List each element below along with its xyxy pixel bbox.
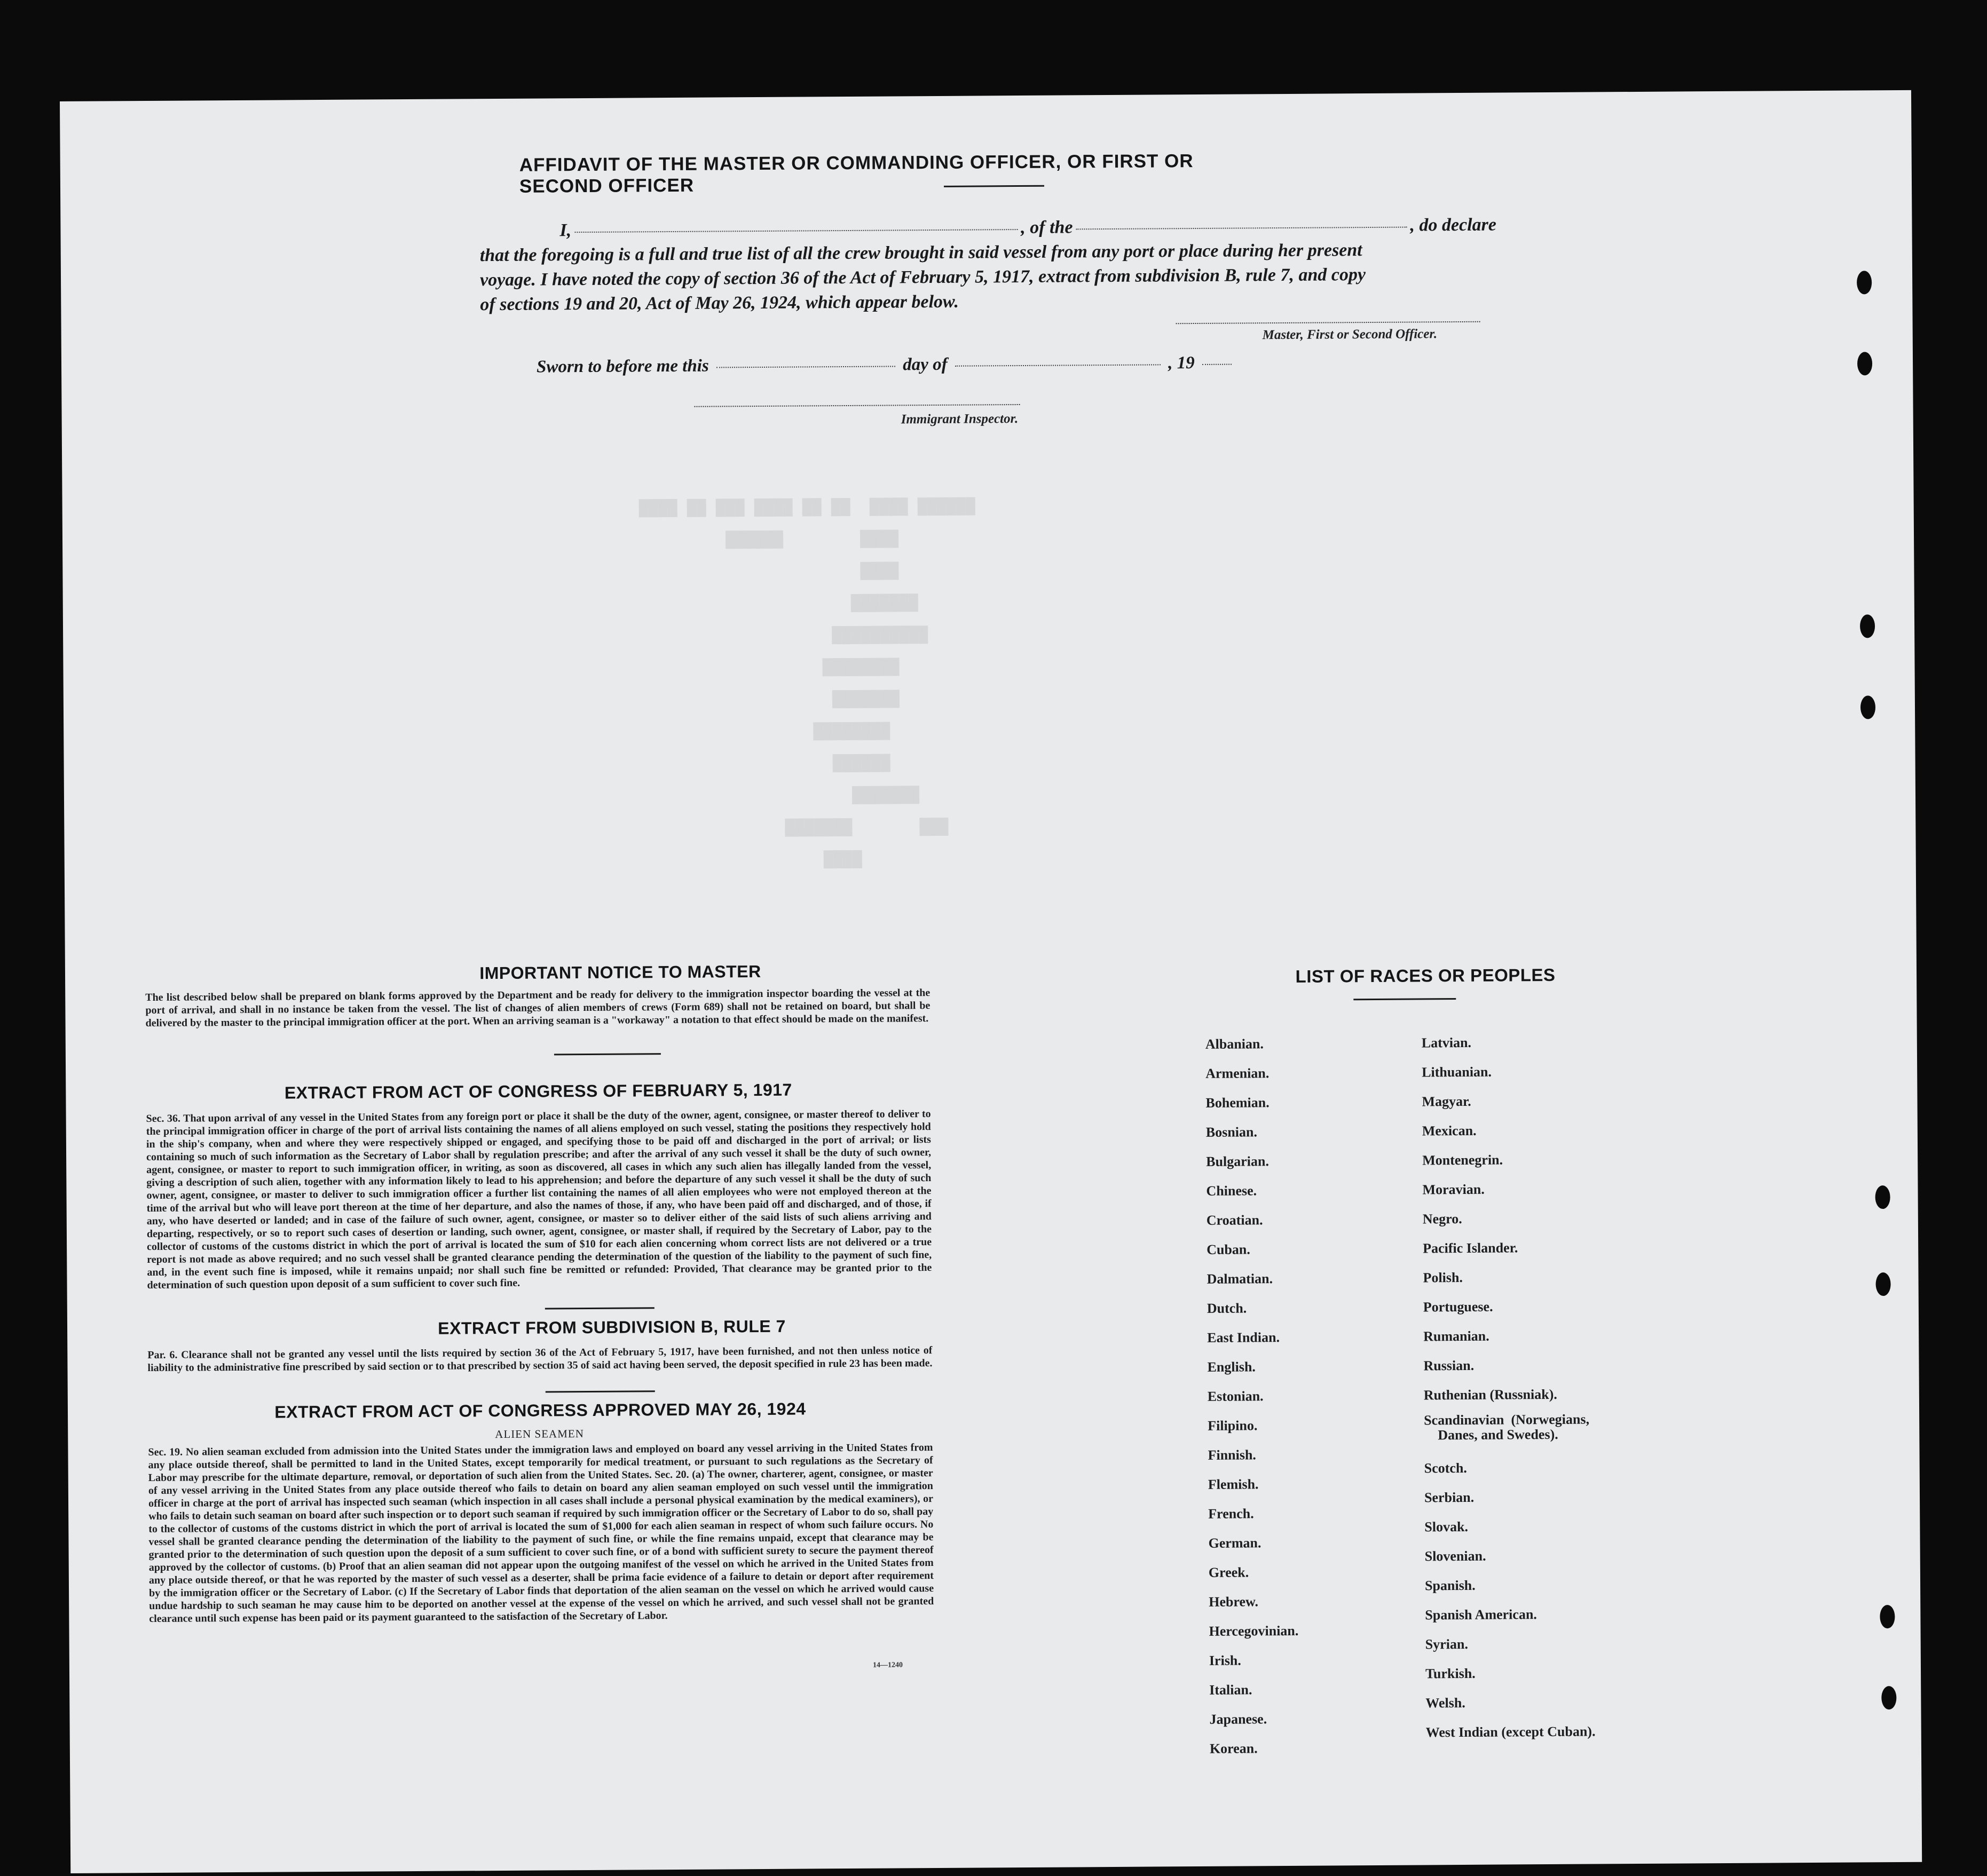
races-right-column [1422,1027,1596,1747]
punch-hole [1881,1686,1896,1709]
race-item: Serbian. [1424,1489,1475,1506]
document-page [60,90,1922,1873]
notice-rule [554,1053,661,1055]
race-item: Bosnian. [1205,1124,1258,1140]
race-item: Spanish American. [1425,1606,1537,1623]
race-item: Turkish. [1425,1665,1476,1682]
race-item: Polish. [1423,1269,1463,1286]
affidavit-title: AFFIDAVIT OF THE MASTER OR COMMANDING OFFICER, OR FIRST OR SECOND OFFICER [519,151,1194,197]
punch-hole [1880,1605,1895,1628]
race-item: German. [1208,1535,1261,1551]
notice-body: The list described below shall be prepared on blank forms approved by the Department and be ready for delivery to the immigration inspector boarding the vessel at the port of arrival, and shall in no instance be taken from the vessel. The list of changes of alien members of crews (Form 689) shall not be retained on board, but shall be delivered by the master to the principal immigration officer at the port. When an arriving seaman is a "workaway" a notation to that effect should be made on the manifest. [145,987,931,1030]
race-item: Korean. [1209,1740,1258,1756]
race-item: Slovenian. [1424,1548,1486,1564]
punch-hole [1875,1272,1890,1296]
race-item: Albanian. [1205,1036,1264,1052]
race-item: Croatian. [1206,1212,1263,1228]
bleed-through: ████ ██ ███ ████ ██ ██ ████ ██████ ██████ ████ ████ ███████ ██████████ ████████ ███████ ████████ ██████ ███████ ███████ ███ ████ [638,468,975,903]
affidavit-text [479,213,1500,318]
race-item: Hebrew. [1209,1594,1258,1610]
extract-1924-title: EXTRACT FROM ACT OF CONGRESS APPROVED MAY 26, 1924 [274,1399,806,1422]
race-item: Filipino. [1208,1418,1258,1434]
race-item: Slovak. [1424,1518,1469,1535]
inspector-signature-line[interactable] [695,404,1020,407]
race-item: Japanese. [1209,1711,1267,1727]
race-item: Bohemian. [1205,1095,1270,1111]
race-item: Montenegrin. [1422,1152,1503,1168]
race-item: Cuban. [1207,1241,1250,1257]
race-item: Dutch. [1207,1300,1247,1316]
race-item: Greek. [1208,1564,1249,1580]
race-item: Armenian. [1205,1065,1270,1081]
races-left-column [1205,1029,1299,1763]
race-item: English. [1207,1359,1256,1375]
punch-hole [1860,614,1875,638]
form-number: 14—1240 [872,1661,903,1669]
race-item: Welsh. [1425,1695,1465,1711]
race-item: Magyar. [1422,1093,1471,1110]
vessel-blank[interactable] [1076,227,1407,230]
race-item: Irish. [1209,1652,1241,1668]
subdivision-b-body: Par. 6. Clearance shall not be granted any vessel until the lists required by section 36 of the Act of February 5, 1917, have been furnished, and not then unless notice of liability to the administrative fine prescribed by said section or to that prescribed by section 35 of said act having been served, the deposit specified in rule 23 has been made. [147,1344,933,1374]
race-item: Rumanian. [1423,1328,1489,1344]
race-item: Dalmatian. [1207,1271,1273,1287]
extract-1917-title: EXTRACT FROM ACT OF CONGRESS OF FEBRUARY 5, 1917 [284,1080,792,1103]
affidavit-line-2: that the foregoing is a full and true list of all the crew brought in said vessel from any port or place during her present [479,240,1362,266]
race-item: Scandinavian (Norwegians, Danes, and Swedes). [1424,1411,1590,1443]
alien-seamen-heading: ALIEN SEAMEN [495,1427,584,1441]
master-caption: Master, First or Second Officer. [1262,327,1438,343]
sworn-day-blank[interactable] [716,366,895,368]
race-item: Hercegovinian. [1209,1622,1299,1639]
race-item: Spanish. [1424,1577,1476,1594]
master-signature-line[interactable] [1176,321,1480,324]
race-item: Ruthenian (Russniak). [1423,1386,1557,1403]
race-item: Scotch. [1424,1460,1467,1476]
extract-1917-rule [545,1307,655,1309]
race-item: Chinese. [1206,1183,1257,1199]
race-item: Latvian. [1421,1034,1472,1051]
race-item: Lithuanian. [1422,1064,1492,1080]
affidavit-line-1: I, , of the , do declare [559,215,1497,241]
race-item: Pacific Islander. [1423,1240,1518,1256]
race-item: Italian. [1209,1682,1252,1698]
subdivision-b-rule [546,1390,655,1392]
sworn-month-blank[interactable] [955,364,1161,366]
race-item: Syrian. [1425,1636,1468,1652]
extract-1917-body: Sec. 36. That upon arrival of any vessel in the United States from any foreign port or place it shall be the duty of the owner, agent, consignee, or master thereof to deliver to the principal immigration officer in charge of the port of arrival lists containing the names of all aliens employed on such vessel, stating the positions they respectively hold in the ship's company, when and where they were respectively shipped or engaged, and specifying those to be paid off and discharged in the port of arrival; or lists containing so much of such information as the Secretary of Labor shall by regulation prescribe; and after the arrival of any such vessel it shall be the duty of such owner, agent, consignee, or master to report to such immigration officer, in writing, as soon as discovered, all cases in which any such alien has illegally landed from the vessel, giving a description of such alien, together with any information likely to lead to his apprehension; and before the departure of any such vessel it shall be the duty of such owner, agent, consignee, or master to deliver to such immigration officer a further list containing the names of all alien employees who were not employed thereon at the time of the arrival but who will leave port thereon at the time of her departure, and also the names of those, if any, who have been paid off and discharged, and of those, if any, who have deserted or landed; and in case of the failure of such owner, agent, consignee, or master so to deliver either of the said lists of such aliens arriving and departing, respectively, or so to report such cases of desertion or landing, such owner, agent, consignee, or master shall, if required by the Secretary of Labor, pay to the collector of customs of the customs district in which the port of arrival is located the sum of $10 for each alien concerning whom correct lists are not delivered or a true report is not made as above required; and no such vessel shall be granted clearance pending the determination of the question of the liability to the payment of such fine, and, in the event such fine is imposed, while it remains unpaid; nor shall such fine be remitted or refunded: Provided, That clearance may be granted prior to the determination of such question upon deposit of a sum sufficient to cover such fine. [146,1108,932,1292]
race-item: Flemish. [1208,1476,1259,1492]
race-item: Finnish. [1208,1447,1256,1463]
name-blank[interactable] [574,229,1018,233]
punch-hole [1857,271,1872,294]
punch-hole [1857,352,1872,375]
race-item: West Indian (except Cuban). [1425,1723,1596,1740]
races-title: LIST OF RACES OR PEOPLES [1295,964,1556,986]
race-item: French. [1208,1506,1254,1522]
subdivision-b-title: EXTRACT FROM SUBDIVISION B, RULE 7 [438,1316,786,1338]
affidavit-line-4: of sections 19 and 20, Act of May 26, 1924, which appear below. [480,291,959,315]
sworn-year-blank[interactable] [1202,364,1232,365]
race-item: Estonian. [1207,1388,1264,1404]
race-item: Negro. [1422,1210,1462,1227]
race-item: Moravian. [1422,1181,1485,1198]
extract-1924-body: Sec. 19. No alien seaman excluded from admission into the United States under the immigration laws and employed on board any vessel arriving in the United States from any place outside thereof, shall be permitted to land in the United States, except temporarily for medical treatment, or pursuant to such regulations as the Secretary of Labor may prescribe for the ultimate departure, removal, or deportation of such alien from the United States. Sec. 20. (a) The owner, charterer, agent, consignee, or master of any vessel arriving in the United States from any place outside thereof who fails to detain on board any alien seaman employed on such vessel until the immigration officer in charge at the port of arrival has inspected such seaman (which inspection in all cases shall include a personal physical examination by the medical examiners), or who fails to detain such seaman on board after such inspection or to deport such seaman if required by such immigration officer or the Secretary of Labor to do so, shall pay to the collector of customs of the customs district in which the port of arrival is located the sum of $1,000 for each alien seaman in respect of whom such failure occurs. No vessel shall be granted clearance pending the determination of the liability to the payment of such fine, or while the fine remains unpaid, except that clearance may be granted prior to the determination of such question upon the deposit of a sum sufficient to cover such fine, or of a bond with sufficient surety to secure the payment thereof approved by the collector of customs. (b) Proof that an alien seaman did not appear upon the outgoing manifest of the vessel on which he arrived in the United States from any place outside thereof, or that he was reported by the master of such vessel as a deserter, shall be prima facie evidence of a failure to detain or deport after requirement by the immigration officer or the Secretary of Labor. (c) If the Secretary of Labor finds that deportation of the alien seaman on the vessel on which he arrived would cause undue hardship to such seaman he may cause him to be deported on another vessel at the expense of the vessel on which he arrived, and such vessel shall not be granted clearance until such expense has been paid or its payment guaranteed to the satisfaction of the Secretary of Labor. [148,1442,934,1625]
punch-hole [1875,1185,1890,1209]
race-item: Russian. [1423,1357,1475,1374]
race-item: Portuguese. [1423,1299,1493,1315]
race-item: Bulgarian. [1206,1153,1270,1169]
races-rule [1353,998,1456,1000]
inspector-caption: Immigrant Inspector. [901,411,1019,427]
race-item: East Indian. [1207,1329,1280,1345]
punch-hole [1860,695,1875,719]
sworn-line: Sworn to before me this day of , 19 [537,353,1235,377]
affidavit-line-3: voyage. I have noted the copy of section 36 of the Act of February 5, 1917, extract from subdivision B, rule 7, and copy [479,265,1366,290]
race-item: Mexican. [1422,1122,1477,1139]
notice-title: IMPORTANT NOTICE TO MASTER [479,962,761,983]
